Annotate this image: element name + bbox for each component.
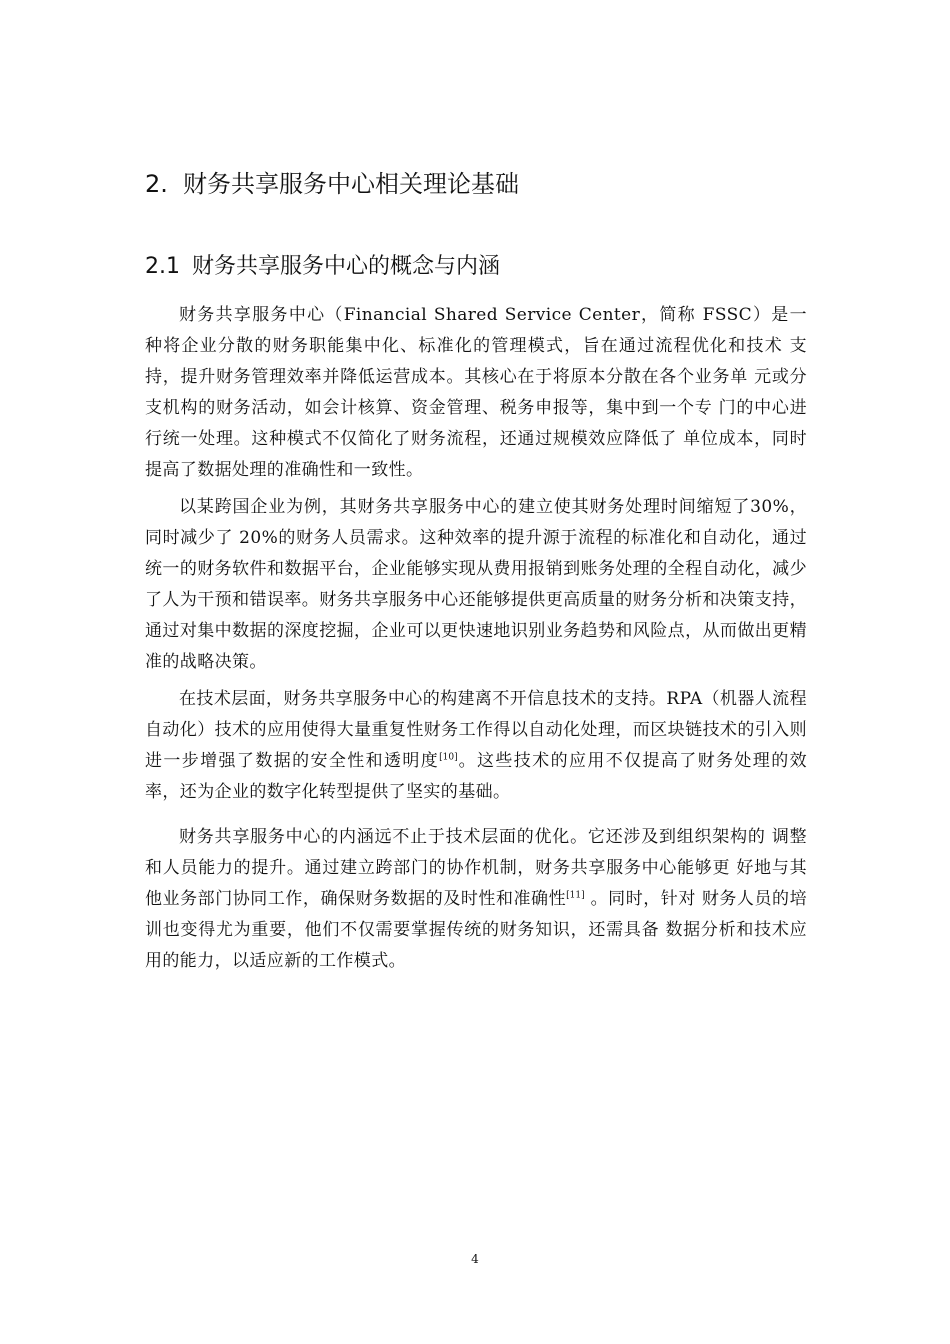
paragraph-2: 以某跨国企业为例，其财务共享服务中心的建立使其财务处理时间缩短了30%，同时减少了 20%的财务人员需求。这种效率的提升源于流程的标准化和自动化，通过统一的财务软件和数据平台，企业能够实现从费用报销到账务处理的全程自动化，减少了人为干预和错误率。财务共享服务中心还能够提供更高质量的财务分析和决策支持，通过对集中数据的深度挖掘，企业可以更快速地识别业务趋势和风险点，从而做出更精准的战略决策。 — [145, 497, 807, 672]
paragraph-4-text-after: 。同时，针对 财务人员的培训也变得尤为重要，他们不仅需要掌握传统的财务知识，还需具备 数据分析和技术应用的能力，以适应新的工作模式。 — [145, 889, 807, 971]
paragraph-3 — [145, 684, 807, 808]
paragraph-3-text-after: 。这些技术的应用不仅提高了财务处理的效率，还为企业的数字化转型提供了坚实的基础。 — [145, 751, 807, 802]
paragraph-4-text-before: 财务共享服务中心的内涵远不止于技术层面的优化。它还涉及到组织架构的 调整和人员能力的提升。通过建立跨部门的协作机制，财务共享服务中心能够更 好地与其他业务部门协同工作，确保财务数据的及时性和准确性 — [145, 827, 807, 909]
body-text — [145, 300, 807, 983]
paragraph-1: 财务共享服务中心（Financial Shared Service Center，简称 FSSC）是一 种将企业分散的财务职能集中化、标准化的管理模式，旨在通过流程优化和技术 支持，提升财务管理效率并降低运营成本。其核心在于将原本分散在各个业务单 元或分支机构的财务活动，如会计核算、资金管理、税务申报等，集中到一个专 门的中心进行统一处理。这种模式不仅简化了财务流程，还通过规模效应降低了 单位成本，同时提高了数据处理的准确性和一致性。 — [145, 305, 807, 480]
section-number: 2.1 — [145, 254, 180, 279]
citation-11: [11] — [566, 890, 585, 901]
chapter-number: 2. — [145, 170, 168, 198]
section-heading — [145, 251, 825, 283]
citation-10: [10] — [439, 752, 458, 763]
paragraph-3-text-before: 在技术层面，财务共享服务中心的构建离不开信息技术的支持。RPA（机器人流程自动化）技术的应用使得大量重复性财务工作得以自动化处理，而区块链技术的引入则进一步增强了数据的安全性和透明度 — [145, 689, 807, 771]
paragraph-4 — [145, 822, 807, 977]
section-title: 财务共享服务中心的概念与内涵 — [192, 254, 501, 279]
page-number: 4 — [471, 1252, 479, 1266]
chapter-heading — [145, 166, 825, 202]
chapter-title: 财务共享服务中心相关理论基础 — [183, 170, 519, 198]
